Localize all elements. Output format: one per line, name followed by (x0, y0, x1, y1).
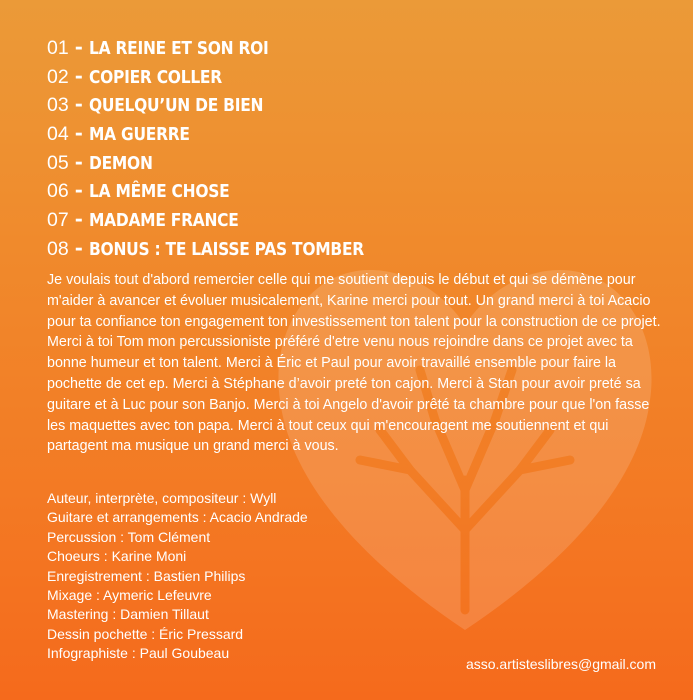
track-item (47, 177, 408, 206)
track-separator: - (74, 236, 83, 260)
track-item (47, 120, 408, 149)
track-title: MADAME FRANCE (88, 210, 239, 232)
track-number: 05 (47, 151, 69, 174)
contact-email: asso.artisteslibres@gmail.com (465, 656, 656, 672)
track-separator: - (74, 93, 83, 117)
track-number: 08 (47, 237, 69, 260)
credit-line: Choeurs : Karine Moni (47, 548, 187, 565)
track-separator: - (74, 150, 83, 174)
track-title: LA MÊME CHOSE (88, 181, 230, 203)
track-title: BONUS : TE LAISSE PAS TOMBER (88, 238, 364, 260)
track-item (47, 63, 408, 92)
track-title: COPIER COLLER (88, 66, 222, 88)
thanks-paragraph: Je voulais tout d'abord remercier celle qui me soutient depuis le début et qui se démène pour m'aider à avancer et évoluer musicalement, Karine merci pour tout. Un grand merci à toi Acacio pour ta confiance ton engagement ton investissement ton talent pour la construction de ce projet. Merci à toi Tom mon percussioniste préféré d'etre venu nous rejoindre dans ce projet avec ta bonne humeur et ton talent. Merci à Éric et Paul pour avoir travaillé ensemble pour faire la pochette de cet ep. Merci à Stéphane d’avoir preté ton cajon. Merci à Stan pour avoir preté sa guitare et à Luc pour son Banjo. Merci à toi Angelo d'avoir prêté ta chambre pour que l'on fasse les maquettes avec ton papa. Merci à tout ceux qui m'encouragent me soutiennent et qui partagent ma musique un grand merci à vous. (47, 272, 661, 455)
track-separator: - (74, 64, 83, 88)
track-separator: - (74, 36, 83, 59)
credit-line: Enregistrement : Bastien Philips (47, 567, 246, 584)
track-number: 01 (47, 37, 69, 59)
credit-line: Percussion : Tom Clément (47, 528, 211, 545)
credits-list (47, 489, 308, 664)
track-item (47, 149, 408, 178)
track-title: MA GUERRE (88, 124, 190, 146)
track-number: 07 (47, 209, 69, 232)
track-separator: - (74, 208, 83, 232)
credit-line: Auteur, interprète, compositeur : Wyll (47, 490, 277, 506)
track-item (47, 91, 408, 120)
track-number: 03 (47, 94, 69, 117)
track-separator: - (74, 179, 83, 203)
track-number: 04 (47, 123, 69, 146)
track-number: 02 (47, 65, 69, 88)
credit-line: Mastering : Damien Tillaut (47, 606, 209, 623)
track-item (47, 34, 408, 63)
track-item (47, 235, 408, 264)
tracklist (47, 34, 408, 264)
track-item (47, 206, 408, 235)
credit-line: Dessin pochette : Éric Pressard (47, 625, 244, 642)
track-number: 06 (47, 180, 69, 203)
track-title: QUELQU’UN DE BIEN (88, 95, 264, 117)
credit-line: Guitare et arrangements : Acacio Andrade (47, 509, 308, 526)
track-title: LA REINE ET SON ROI (88, 38, 269, 59)
credit-line: Mixage : Aymeric Lefeuvre (47, 587, 212, 604)
track-title: DEMON (88, 152, 153, 174)
credit-line: Infographiste : Paul Goubeau (47, 645, 230, 662)
track-separator: - (74, 122, 83, 146)
